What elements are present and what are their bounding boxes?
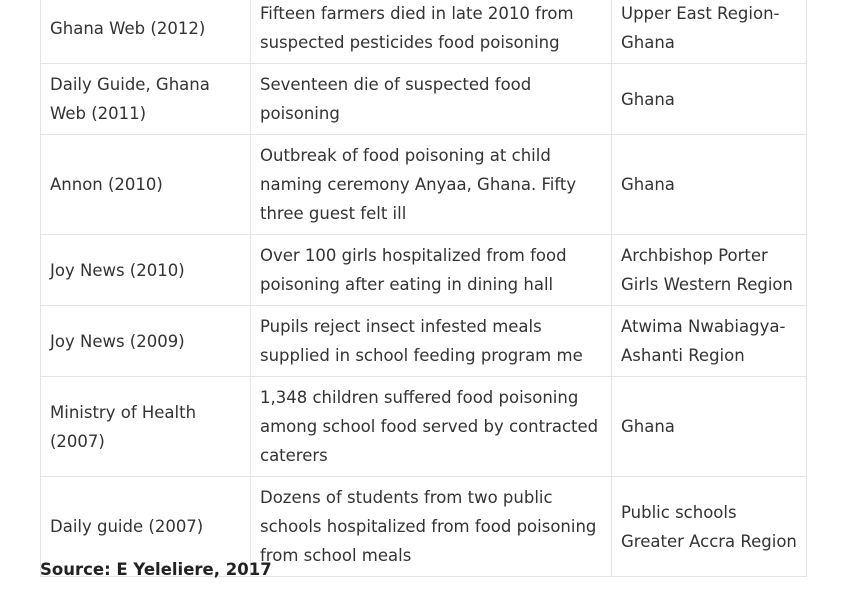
source-cell: Joy News (2009)	[41, 306, 251, 377]
description-cell: Seventeen die of suspected food poisoning	[251, 64, 612, 135]
source-cell: Ministry of Health (2007)	[41, 377, 251, 477]
table-row	[41, 0, 807, 64]
description-cell: Fifteen farmers died in late 2010 from suspected pesticides food poisoning	[251, 0, 612, 64]
location-cell: Public schools Greater Accra Region	[612, 477, 807, 577]
location-cell: Ghana	[612, 135, 807, 235]
description-cell: Pupils reject insect infested meals supplied in school feeding program me	[251, 306, 612, 377]
food-poisoning-table	[40, 0, 807, 577]
location-cell: Ghana	[612, 64, 807, 135]
location-cell: Upper East Region-Ghana	[612, 0, 807, 64]
food-poisoning-table-container	[40, 0, 806, 577]
table-row	[41, 377, 807, 477]
source-cell: Ghana Web (2012)	[41, 0, 251, 64]
location-cell: Atwima Nwabiagya-Ashanti Region	[612, 306, 807, 377]
source-cell: Annon (2010)	[41, 135, 251, 235]
description-cell: Dozens of students from two public schools hospitalized from food poisoning from school meals	[251, 477, 612, 577]
description-cell: 1,348 children suffered food poisoning among school food served by contracted caterers	[251, 377, 612, 477]
source-cell: Daily Guide, Ghana Web (2011)	[41, 64, 251, 135]
description-cell: Over 100 girls hospitalized from food poisoning after eating in dining hall	[251, 235, 612, 306]
table-row	[41, 306, 807, 377]
source-cell: Daily guide (2007)	[41, 477, 251, 577]
description-cell: Outbreak of food poisoning at child naming ceremony Anyaa, Ghana. Fifty three guest felt ill	[251, 135, 612, 235]
location-cell: Archbishop Porter Girls Western Region	[612, 235, 807, 306]
table-row	[41, 235, 807, 306]
source-cell: Joy News (2010)	[41, 235, 251, 306]
location-cell: Ghana	[612, 377, 807, 477]
source-caption: Source: E Yeleliere, 2017	[40, 560, 272, 579]
table-row	[41, 64, 807, 135]
table-row	[41, 135, 807, 235]
